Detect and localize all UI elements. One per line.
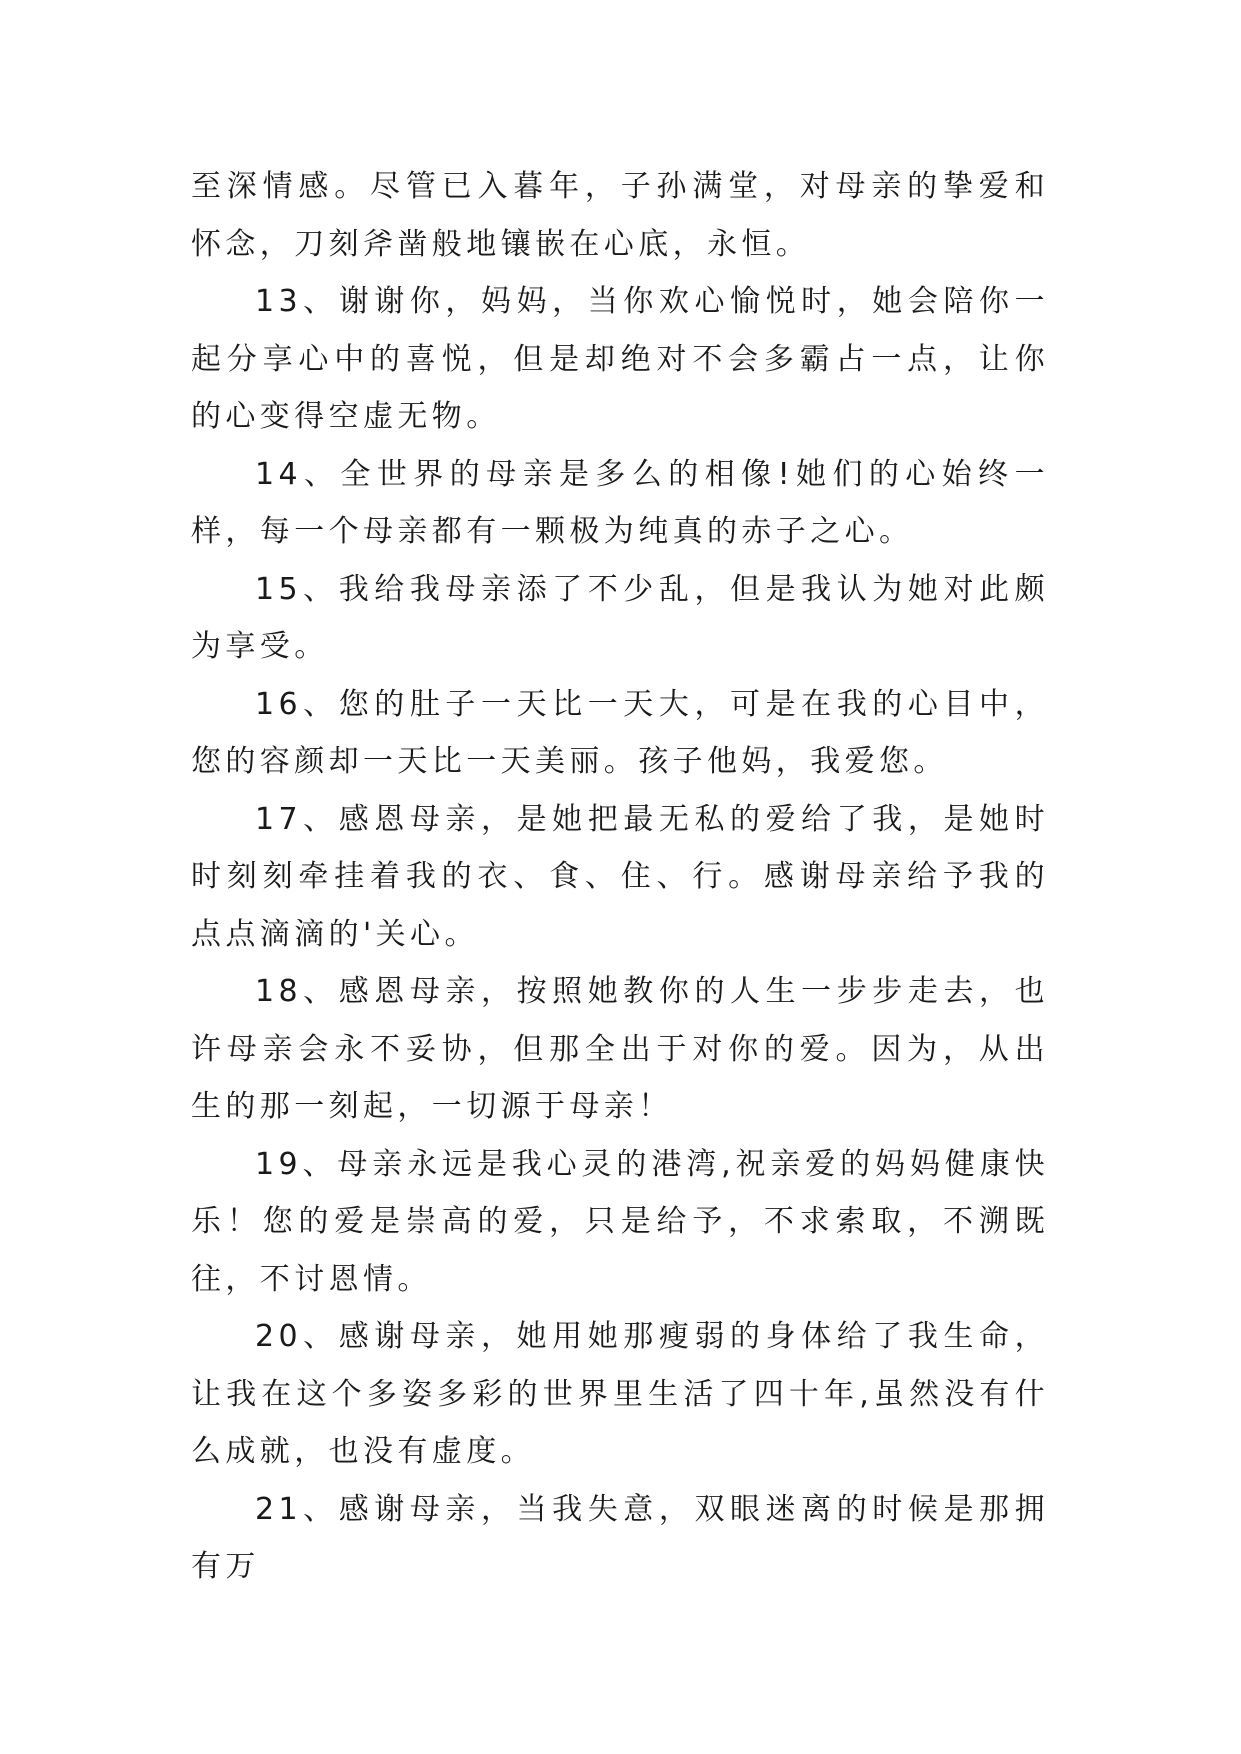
- paragraph-continued: 至深情感。尽管已入暮年，子孙满堂，对母亲的挚爱和怀念，刀刻斧凿般地镶嵌在心底，永恒。: [191, 169, 1049, 262]
- paragraph-13: 13、谢谢你，妈妈，当你欢心愉悦时，她会陪你一起分享心中的喜悦，但是却绝对不会多霸占一点，让你的心变得空虚无物。: [191, 284, 1049, 434]
- paragraph-15: 15、我给我母亲添了不少乱，但是我认为她对此颇为享受。: [191, 571, 1049, 664]
- paragraph-17: 17、感恩母亲，是她把最无私的爱给了我，是她时时刻刻牵挂着我的衣、食、住、行。感谢母亲给予我的点点滴滴的'关心。: [191, 801, 1049, 952]
- paragraph-20: 20、感谢母亲，她用她那瘦弱的身体给了我生命，让我在这个多姿多彩的世界里生活了四十年,虽然没有什么成就，也没有虚度。: [191, 1319, 1049, 1469]
- paragraph-21: 21、感谢母亲，当我失意，双眼迷离的时候是那拥有万: [191, 1491, 1049, 1584]
- body-text: [191, 158, 1049, 1596]
- paragraph-16: 16、您的肚子一天比一天大，可是在我的心目中，您的容颜却一天比一天美丽。孩子他妈，我爱您。: [191, 686, 1049, 779]
- paragraph-19: 19、母亲永远是我心灵的港湾,祝亲爱的妈妈健康快乐！您的爱是崇高的爱，只是给予，不求索取，不溯既往，不讨恩情。: [191, 1146, 1049, 1297]
- paragraph-14: 14、全世界的母亲是多么的相像!她们的心始终一样，每一个母亲都有一颗极为纯真的赤子之心。: [191, 456, 1049, 549]
- paragraph-18: 18、感恩母亲，按照她教你的人生一步步走去，也许母亲会永不妥协，但那全出于对你的爱。因为，从出生的那一刻起，一切源于母亲！: [191, 974, 1049, 1124]
